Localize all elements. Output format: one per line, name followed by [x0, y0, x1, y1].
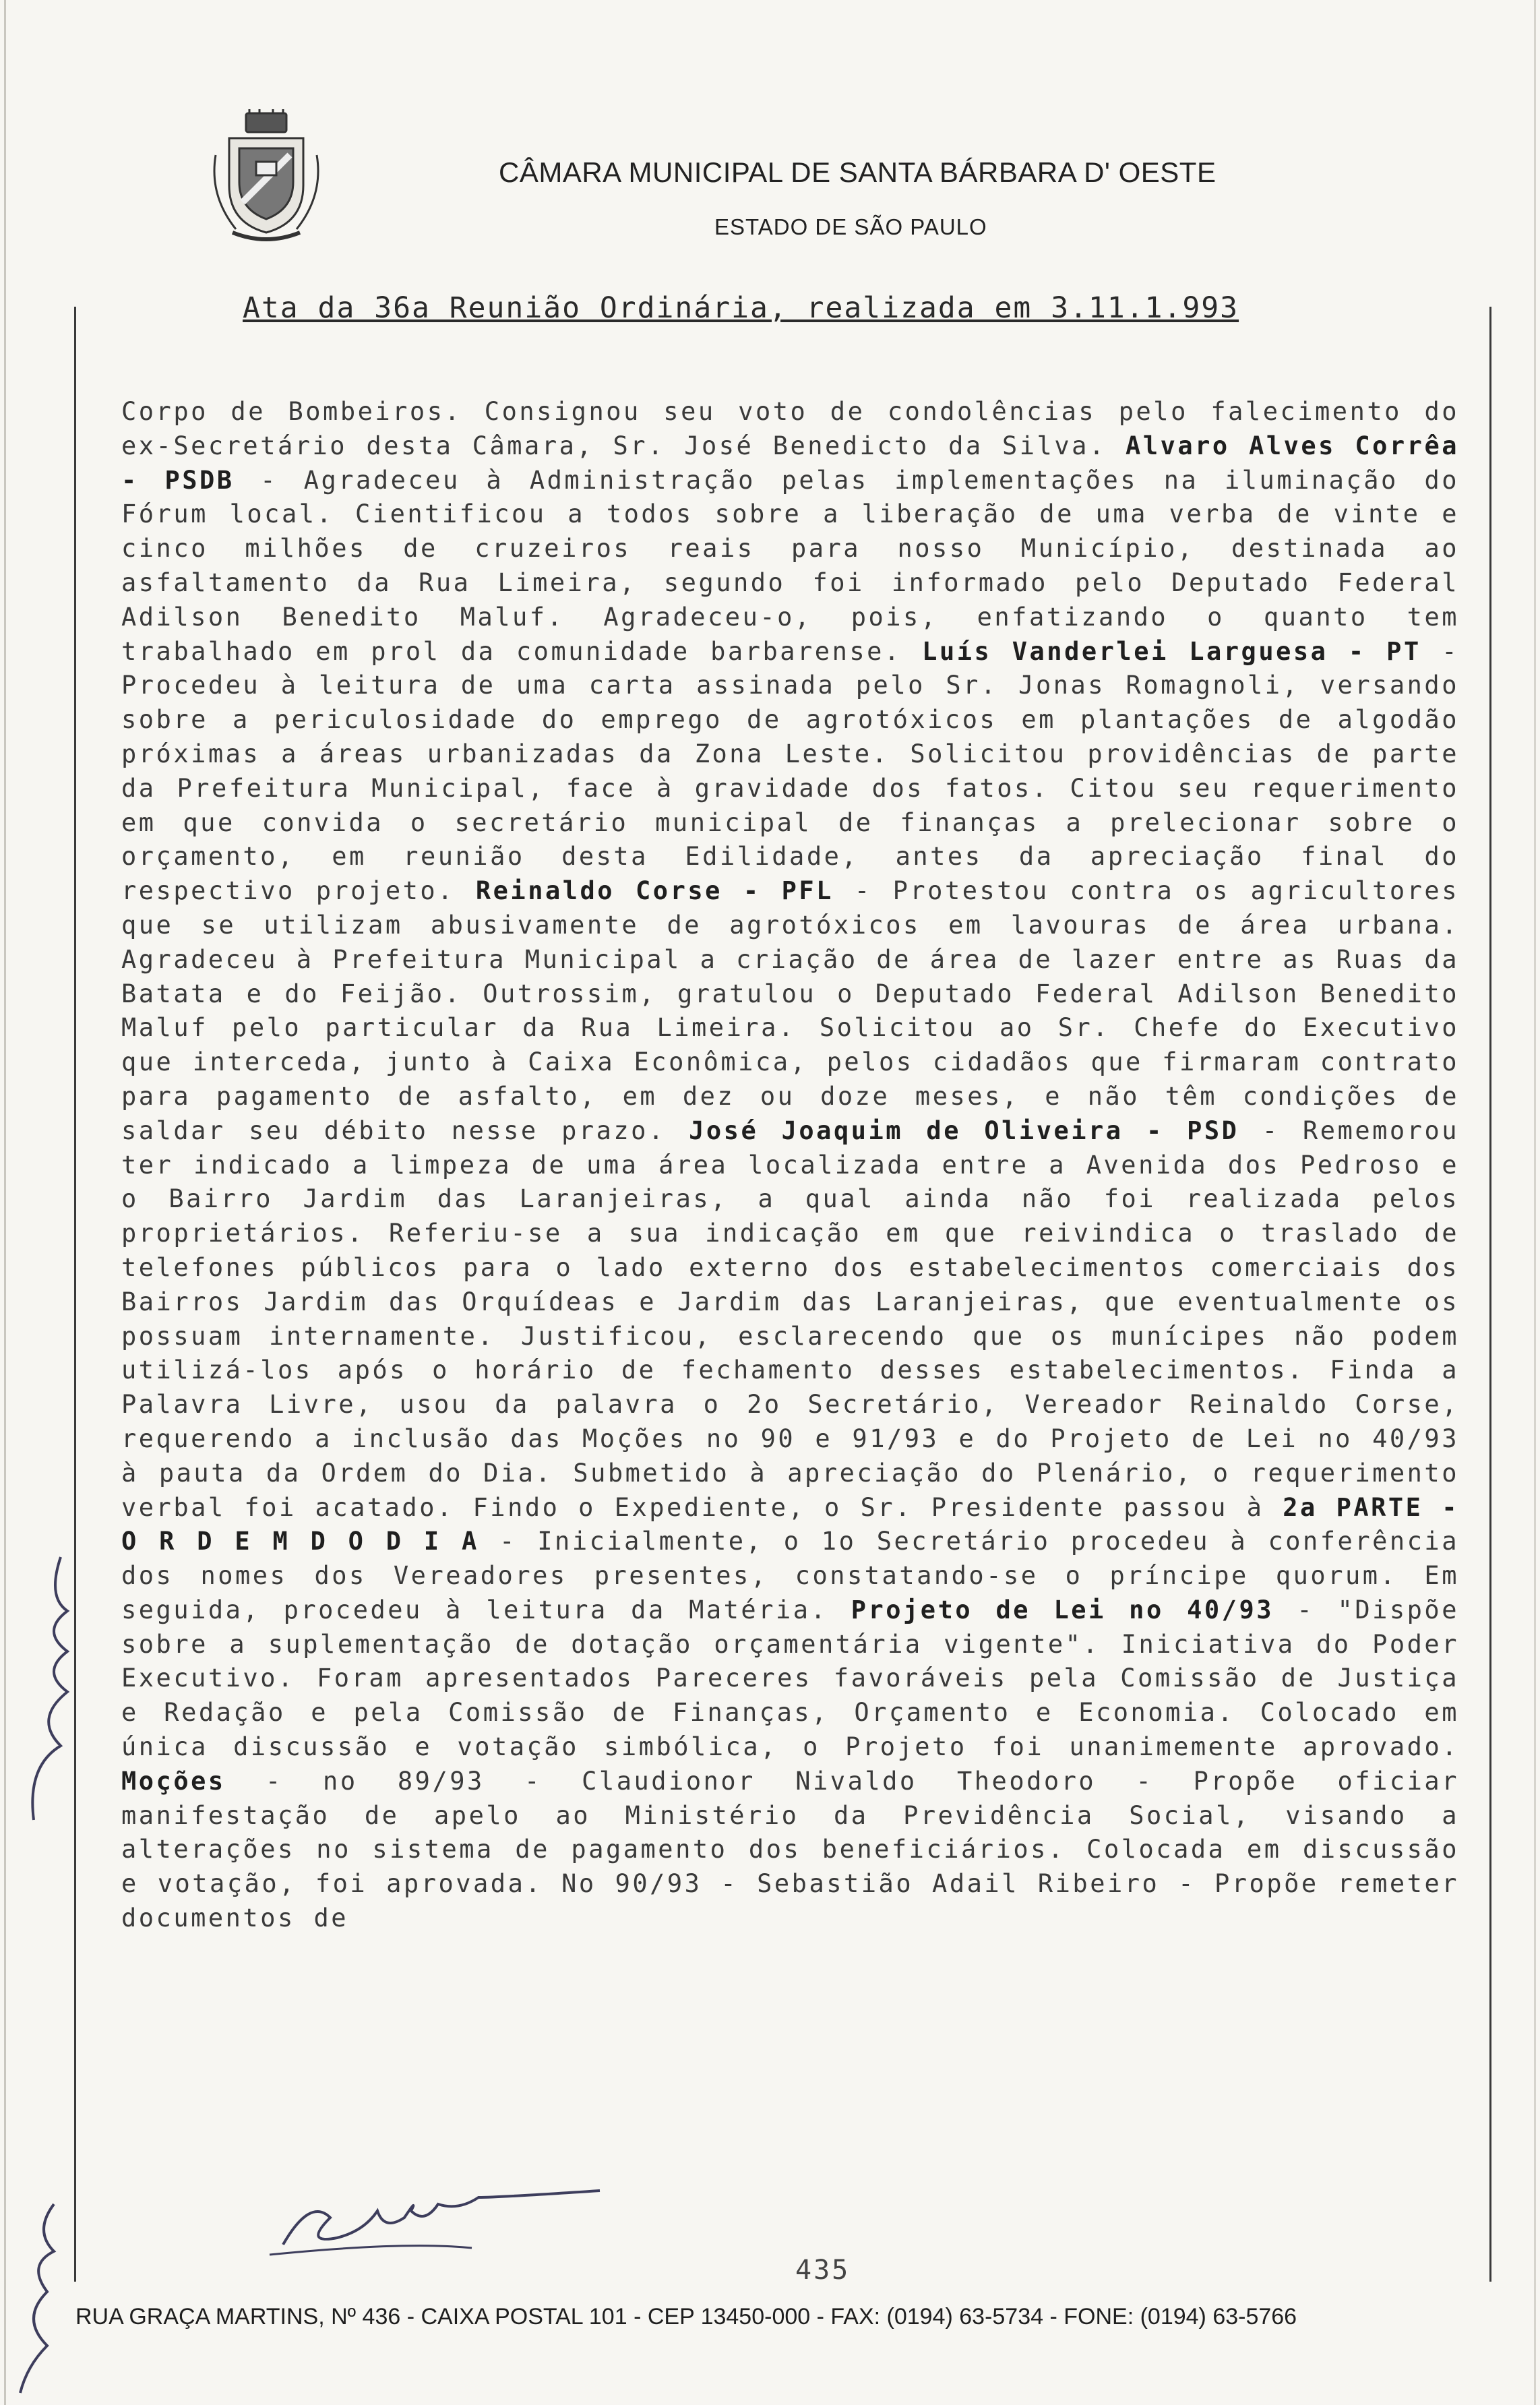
speaker-heading: José Joaquim de Oliveira - PSD — [689, 1116, 1239, 1145]
body-text-run: - Inicialmente, o 1o Secretário procedeu à conferência dos nomes dos Vereadores presentes, constatando-se o príncipe quorum. Em seguida, procedeu à leitura da Matéria. — [121, 1527, 1459, 1624]
municipal-crest-icon — [209, 108, 324, 249]
body-text-run: Corpo de Bombeiros. Consignou seu voto de condolências pelo falecimento do ex-Secretário desta Câmara, Sr. José Benedicto da Silva. — [121, 397, 1459, 460]
speaker-heading: Alvaro Alves Corrêa - PSDB — [121, 431, 1459, 495]
header-subtitle: ESTADO DE SÃO PAULO — [714, 214, 987, 239]
margin-signature-icon — [0, 1550, 81, 1833]
minutes-body-text — [121, 395, 1459, 1936]
left-margin-rule — [74, 307, 76, 2282]
right-margin-rule — [1489, 307, 1491, 2282]
speaker-heading: Luís Vanderlei Larguesa - PT — [922, 636, 1421, 666]
speaker-heading: 2a PARTE - O R D E M D O D I A — [121, 1492, 1459, 1556]
page-edge-left — [4, 0, 6, 2405]
document-title: Ata da 36a Reunião Ordinária, realizada em 3.11.1.993 — [243, 291, 1239, 325]
body-text-run: - Procedeu à leitura de uma carta assinada pelo Sr. Jonas Romagnoli, versando sobre a periculosidade do emprego de agrotóxicos em plantações de algodão próximas a áreas urbanizadas da Zona Leste. Solicitou providências de parte da Prefeitura Municipal, face à gravidade dos fatos. Citou seu requerimento em que convida o secretário municipal de finanças a prelecionar sobre o orçamento, em reunião desta Edilidade, antes da apreciação final do respectivo projeto. — [121, 636, 1459, 906]
footer-address: RUA GRAÇA MARTINS, Nº 436 - CAIXA POSTAL 101 - CEP 13450-000 - FAX: (0194) 63-5734 - FONE: (0194) 63-5766 — [75, 2304, 1297, 2330]
body-text-run: - Agradeceu à Administração pelas implementações na iluminação do Fórum local. Cientificou a todos sobre a liberação de uma verba de vinte e cinco milhões de cruzeiros reais para nosso Município, destinada ao asfaltamento da Rua Limeira, segundo foi informado pelo Deputado Federal Adilson Benedito Maluf. Agradeceu-o, pois, enfatizando o quanto tem trabalhado em prol da comunidade barbarense. — [121, 465, 1459, 666]
speaker-heading: Moções — [121, 1766, 226, 1796]
header-title: CÂMARA MUNICIPAL DE SANTA BÁRBARA D' OESTE — [499, 156, 1216, 188]
body-text-run: - Rememorou ter indicado a limpeza de uma área localizada entre a Avenida dos Pedroso e o Bairro Jardim das Laranjeiras, a qual ainda não foi realizada pelos proprietários. Referiu-se a sua indicação em que reivindica o traslado de telefones públicos para o lado externo dos estabelecimentos comerciais dos Bairros Jardim das Orquídeas e Jardim das Laranjeiras, que eventualmente os possuam internamente. Justificou, esclarecendo que os munícipes não podem utilizá-los após o horário de fechamento desses estabelecimentos. Finda a Palavra Livre, usou da palavra o 2o Secretário, Vereador Reinaldo Corse, requerendo a inclusão das Moções no 90 e 91/93 e do Projeto de Lei no 40/93 à pauta da Ordem do Dia. Submetido à apreciação do Plenário, o requerimento verbal foi acatado. Findo o Expediente, o Sr. Presidente passou à — [121, 1116, 1460, 1522]
speaker-heading: Projeto de Lei no 40/93 — [851, 1595, 1274, 1624]
margin-initials-icon — [0, 2197, 74, 2400]
body-text-run: - Protestou contra os agricultores que se utilizam abusivamente de agrotóxicos em lavouras de área urbana. Agradeceu à Prefeitura Municipal a criação de área de lazer entre as Ruas da Batata e do Feijão. Outrossim, gratulou o Deputado Federal Adilson Benedito Maluf pelo particular da Rua Limeira. Solicitou ao Sr. Chefe do Executivo que interceda, junto à Caixa Econômica, pelos cidadãos que firmaram contrato para pagamento de asfalto, em dez ou doze meses, e não têm condições de saldar seu débito nesse prazo. — [121, 876, 1459, 1145]
body-text-run: - "Dispõe sobre a suplementação de dotação orçamentária vigente". Iniciativa do Poder Executivo. Foram apresentados Pareceres favoráveis pela Comissão de Justiça e Redação e pela Comissão de Finanças, Orçamento e Economia. Colocado em única discussão e votação simbólica, o Projeto foi unanimemente aprovado. — [121, 1595, 1459, 1762]
page-number: 435 — [795, 2255, 851, 2286]
speaker-heading: Reinaldo Corse - PFL — [475, 876, 834, 906]
handwritten-signature-icon — [256, 2184, 607, 2265]
body-text-run: - no 89/93 - Claudionor Nivaldo Theodoro - Propõe oficiar manifestação de apelo ao Ministério da Previdência Social, visando a alterações no sistema de pagamento dos beneficiários. Colocada em discussão e votação, foi aprovada. No 90/93 - Sebastião Adail Ribeiro - Propõe remeter documentos de — [121, 1766, 1459, 1933]
page-edge-right — [1534, 0, 1536, 2405]
